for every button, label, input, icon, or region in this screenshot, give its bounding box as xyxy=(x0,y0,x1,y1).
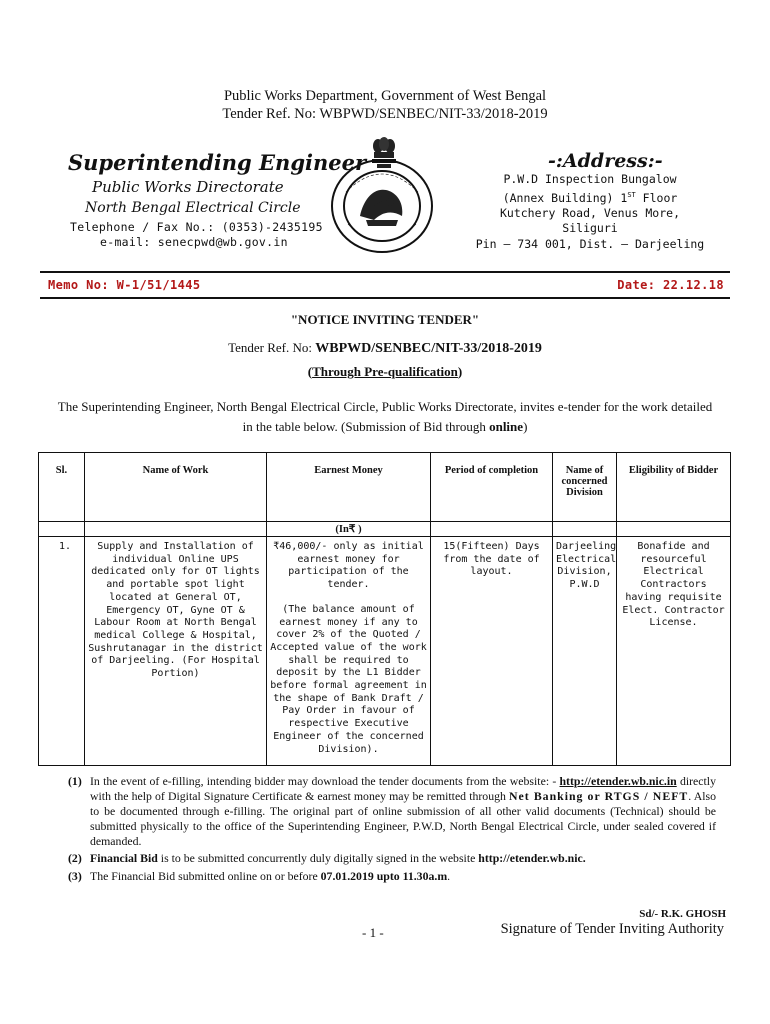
tender-table xyxy=(38,452,731,766)
row-earnest: ₹46,000/- only as initial earnest money for participation of the tender. (The balance amount of earnest money if any to cover 2% of the Quoted / Accepted value of the work shall be required to deposit by the L1 Bidder before formal agreement in the shape of Bank Draft / Pay Order in favour of respective Executive Engineer of the concerned Division). xyxy=(267,537,431,766)
office-circle: North Bengal Electrical Circle xyxy=(85,200,301,216)
row-division: Darjeeling Electrical Division, P.W.D xyxy=(553,537,617,766)
note-2: (2) Financial Bid is to be submitted concurrently duly digitally signed in the website http://etender.wb.nic. xyxy=(68,851,586,865)
header-period: Period of completion xyxy=(431,453,553,522)
table-unit-row xyxy=(39,522,731,537)
divider-top xyxy=(40,271,730,273)
office-telephone: Telephone / Fax No.: (0353)-2435195 xyxy=(70,220,323,234)
row-eligibility: Bonafide and resourceful Electrical Contractors having requisite Elect. Contractor License. xyxy=(617,537,731,766)
address-line-2: (Annex Building) 1ST Floor xyxy=(502,190,678,205)
header-division: Name of concerned Division xyxy=(553,453,617,522)
note-3: (3) The Financial Bid submitted online on or before 07.01.2019 upto 11.30a.m. xyxy=(68,869,451,883)
page-number: - 1 - xyxy=(362,925,384,940)
west-bengal-seal-icon xyxy=(330,158,434,259)
tender-ref-line: Tender Ref. No: WBPWD/SENBEC/NIT-33/2018-2019 xyxy=(228,340,542,356)
earnest-unit: (In₹ ) xyxy=(267,522,431,537)
row-period: 15(Fifteen) Days from the date of layout. xyxy=(431,537,553,766)
header-sl: Sl. xyxy=(39,453,85,522)
memo-number: Memo No: W-1/51/1445 xyxy=(48,278,201,292)
address-line-4: Pin – 734 001, Dist. – Darjeeling xyxy=(475,236,705,251)
notice-title: "NOTICE INVITING TENDER" xyxy=(290,312,480,327)
notes-list xyxy=(68,774,716,884)
intro-paragraph: The Superintending Engineer, North Bengal Electrical Circle, Public Works Directorate, invites e-tender for the work detailed in the table below. (Submission of Bid through online) xyxy=(57,399,713,434)
divider-bottom xyxy=(40,297,730,299)
signed-by: Sd/- R.K. GHOSH xyxy=(639,908,726,920)
etender-link-2[interactable]: http://etender.wb.nic. xyxy=(478,851,586,865)
address-block xyxy=(470,172,710,252)
table-header-row xyxy=(39,453,731,522)
address-line-1: P.W.D Inspection Bungalow xyxy=(503,172,677,186)
office-title: Superintending Engineer xyxy=(68,150,367,175)
header-work: Name of Work xyxy=(85,453,267,522)
address-title: -:Address:- xyxy=(548,150,663,172)
row-sl: 1. xyxy=(39,537,85,766)
department-heading: Public Works Department, Government of West Bengal xyxy=(223,88,547,104)
table-row xyxy=(39,537,731,766)
header-earnest: Earnest Money xyxy=(267,453,431,522)
memo-date: Date: 22.12.18 xyxy=(617,278,724,292)
office-email: e-mail: senecpwd@wb.gov.in xyxy=(100,235,288,249)
tender-ref-heading: Tender Ref. No: WBPWD/SENBEC/NIT-33/2018-2019 xyxy=(222,106,548,122)
header-eligibility: Eligibility of Bidder xyxy=(617,453,731,522)
address-line-3: Kutchery Road, Venus More, Siliguri xyxy=(499,205,680,236)
note-1: (1) In the event of e-filling, intending bidder may download the tender documents from the website: - http://etender.wb.nic.in directly with the help of Digital Signature Certificate & earnest money may be remitted through Net Banking or RTGS / NEFT. Also to be documented through e-filling. The original part of online submission of all other valid documents (Technical) should be submitted physically to the office of the Superintending Engineer, P.W.D, North Bengal Electrical Circle, under sealed covered if demanded. xyxy=(68,774,716,848)
signature-caption: Signature of Tender Inviting Authority xyxy=(500,921,724,937)
etender-link[interactable]: http://etender.wb.nic.in xyxy=(559,774,677,788)
row-work: Supply and Installation of individual Online UPS dedicated only for OT lights and portable spot light located at General OT, Emergency OT, Gyne OT & Labour Room at North Bengal medical College & Hospital, Sushrutanagar in the district of Darjeeling. (For Hospital Portion) xyxy=(85,537,267,766)
prequalification-note: (Through Pre-qualification) xyxy=(307,364,463,379)
office-directorate: Public Works Directorate xyxy=(92,178,284,196)
